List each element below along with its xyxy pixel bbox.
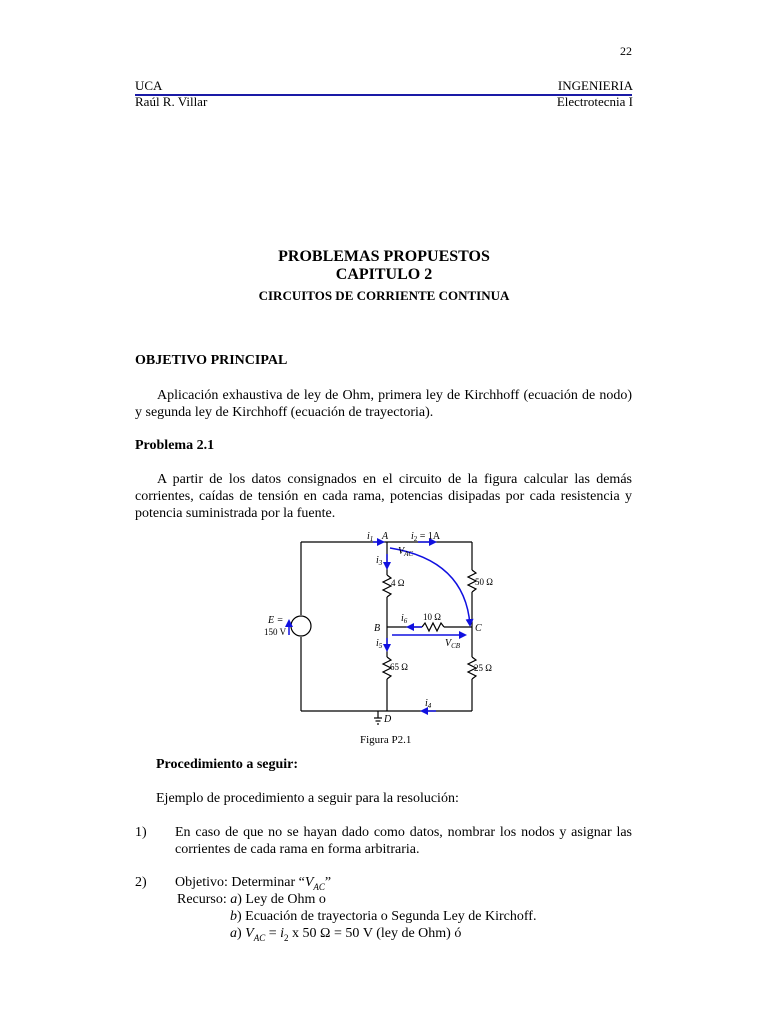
label-i1: $i_1$ xyxy=(367,531,374,543)
step-1-number: 1) xyxy=(135,825,147,840)
label-e: E = xyxy=(268,615,284,626)
circuit-figure xyxy=(240,525,520,750)
step-2-number: 2) xyxy=(135,875,147,890)
header-course: Electrotecnia I xyxy=(556,94,633,109)
resource-line-1: Recurso: a) Ley de Ohm o xyxy=(177,892,326,907)
title-line-3: CIRCUITOS DE CORRIENTE CONTINUA xyxy=(258,288,510,303)
label-node-c: C xyxy=(475,623,482,634)
header-author: Raúl R. Villar xyxy=(135,94,208,109)
step-2-text: Objetivo: Determinar “$V_{AC}$” xyxy=(175,875,332,892)
label-node-b: B xyxy=(374,623,381,634)
problem-text: A partir de los datos consignados en el circuito de la figura calcular las demás corrientes, caídas de tensión en cada rama, potencias disipadas por cada resistencia y potencia suministrada por la fuente. xyxy=(135,472,632,521)
label-node-a: A xyxy=(382,531,389,542)
problem-heading: Problema 2.1 xyxy=(135,438,215,453)
header-institution: UCA xyxy=(135,78,163,93)
step-1-text: En caso de que no se hayan dado como datos, nombrar los nodos y asignar las corrientes de cada rama en forma arbitraria. xyxy=(175,825,632,857)
resource-line-3: a) $V_{AC} = i_2$ x 50 Ω = 50 V (ley de Ohm) ó xyxy=(230,926,462,943)
label-r50: 50 Ω xyxy=(475,577,493,587)
resistor-10 xyxy=(422,623,444,631)
label-i2: $i_2 = 1A$ xyxy=(411,531,441,543)
label-i4: $i_4$ xyxy=(425,698,432,710)
title-line-2: CAPITULO 2 xyxy=(335,266,433,283)
voltage-source xyxy=(291,616,311,636)
label-i6: $i_6$ xyxy=(401,613,408,625)
label-r65: 65 Ω xyxy=(390,662,408,672)
label-r10: 10 Ω xyxy=(423,612,441,622)
header-rule xyxy=(135,94,632,96)
header-faculty: INGENIERIA xyxy=(557,78,633,93)
resistor-4 xyxy=(383,575,391,597)
label-r4: 4 Ω xyxy=(391,578,405,588)
resource-line-2: b) Ecuación de trayectoria o Segunda Ley de Kirchoff. xyxy=(230,909,537,924)
figure-caption: Figura P2.1 xyxy=(360,734,412,746)
page-number: 22 xyxy=(620,44,632,58)
objective-heading: OBJETIVO PRINCIPAL xyxy=(135,353,288,368)
label-i5: $i_5$ xyxy=(376,638,383,650)
label-e-value: 150 V xyxy=(264,627,287,637)
procedure-heading: Procedimiento a seguir: xyxy=(156,757,299,772)
label-vac: $V_{AC}$ xyxy=(398,546,414,558)
label-node-d: D xyxy=(384,714,392,725)
label-vcb: $V_{CB}$ xyxy=(445,638,461,650)
label-i3: $i_3$ xyxy=(376,555,383,567)
step-1 xyxy=(135,824,632,858)
label-r25: 25 Ω xyxy=(474,663,492,673)
procedure-intro: Ejemplo de procedimiento a seguir para la resolución: xyxy=(156,791,459,806)
title-line-1: PROBLEMAS PROPUESTOS xyxy=(278,248,490,265)
objective-text: Aplicación exhaustiva de ley de Ohm, primera ley de Kirchhoff (ecuación de nodo) y segunda ley de Kirchhoff (ecuación de trayectoria). xyxy=(135,388,632,420)
